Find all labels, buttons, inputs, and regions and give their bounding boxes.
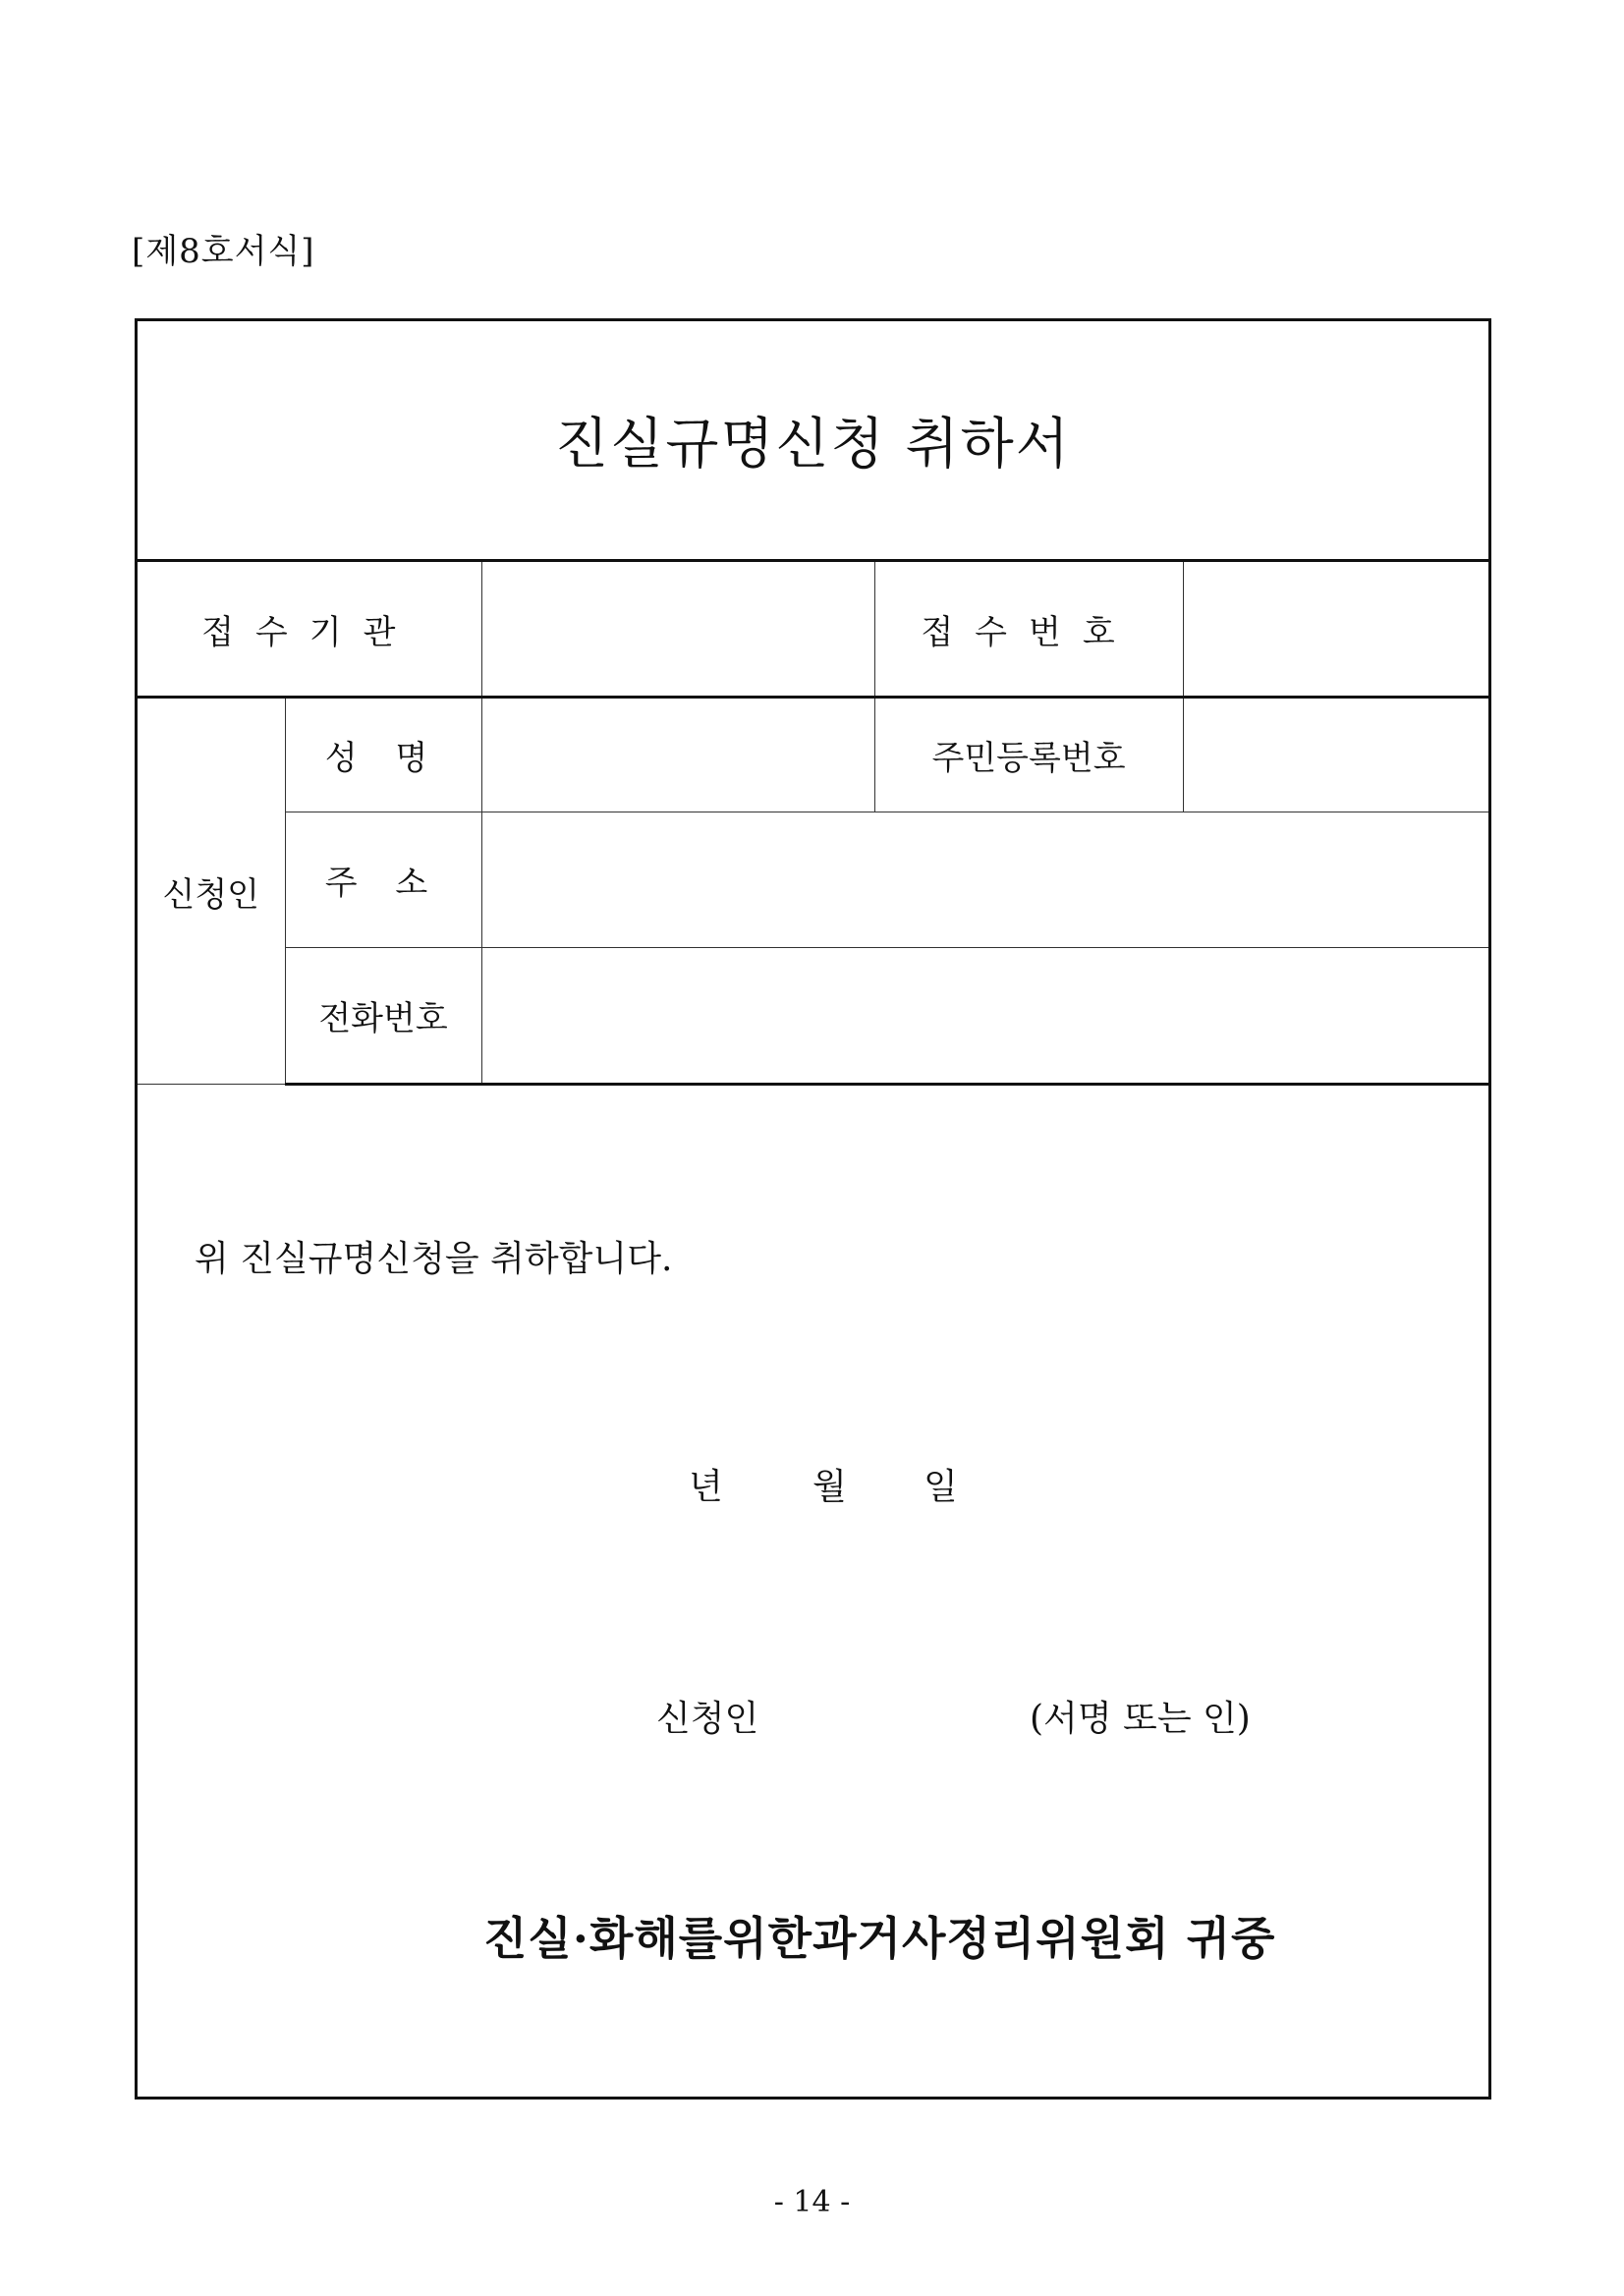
phone-field[interactable] [481, 948, 1488, 1085]
resident-id-field[interactable] [1183, 698, 1488, 812]
phone-row [138, 948, 1488, 1085]
name-field[interactable] [481, 698, 874, 812]
addressee-line: 진실·화해를위한과거사정리위원회 귀중 [483, 1912, 1276, 1965]
date-year-label: 년 [689, 1467, 723, 1507]
name-label: 성 명 [285, 698, 481, 812]
withdrawal-statement: 위 진실규명신청을 취하합니다. [195, 1239, 673, 1279]
withdrawal-form [135, 318, 1491, 2100]
receipt-row [138, 562, 1488, 698]
receiving-agency-field[interactable] [481, 562, 874, 698]
phone-label: 전화번호 [285, 948, 481, 1085]
date-day-label: 일 [924, 1467, 958, 1507]
date-month-label: 월 [812, 1467, 847, 1507]
applicant-info-table [138, 562, 1488, 1086]
signature-hint: (서명 또는 인) [1030, 1699, 1251, 1739]
receipt-number-field[interactable] [1183, 562, 1488, 698]
name-row [138, 698, 1488, 812]
page-number: - 14 - [773, 2185, 851, 2219]
signature-applicant-label: 신청인 [656, 1699, 759, 1739]
address-field[interactable] [481, 812, 1488, 948]
form-title: 진실규명신청 취하서 [138, 321, 1488, 562]
receiving-agency-label: 접수기관 [138, 562, 481, 698]
receipt-number-label: 접수번호 [874, 562, 1183, 698]
applicant-group-label: 신청인 [138, 698, 285, 1085]
address-row [138, 812, 1488, 948]
resident-id-label: 주민등록번호 [874, 698, 1183, 812]
address-label: 주 소 [285, 812, 481, 948]
form-number-label: [제8호서식] [132, 232, 315, 271]
